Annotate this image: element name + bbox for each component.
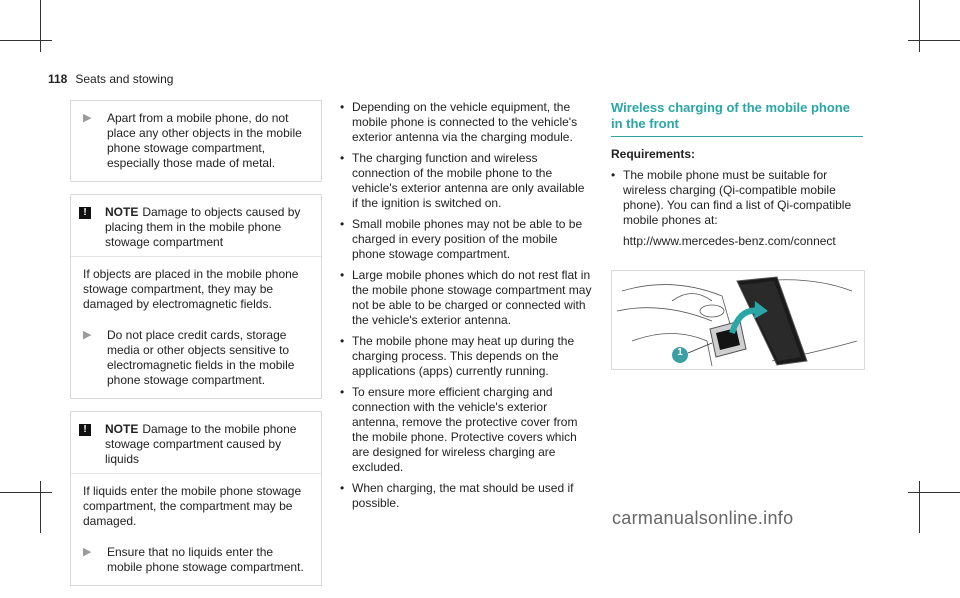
list-item: • Small mobile phones may not be able to be charged in every position of the mobile phone stowage compartment. — [340, 217, 592, 262]
note-heading: Damage to objects caused by placing them in the mobile phone stowage compartment — [105, 205, 301, 249]
middle-column — [340, 100, 592, 517]
step-text: Apart from a mobile phone, do not place any other objects in the mobile phone stowage compartment, especially those made of metal. — [107, 111, 302, 170]
step-box — [70, 100, 322, 182]
crop-mark — [40, 481, 41, 533]
note-title: NOTE — [105, 205, 139, 219]
note-step: Ensure that no liquids enter the mobile phone stowage compartment. — [107, 545, 304, 574]
list-item: • Depending on the vehicle equipment, the mobile phone is connected to the vehicle's exterior antenna via the charging module. — [340, 100, 592, 145]
note-box — [70, 194, 322, 399]
bullet-list — [340, 100, 592, 511]
list-item: • When charging, the mat should be used if possible. — [340, 481, 592, 511]
note-body: If liquids enter the mobile phone stowage compartment, the compartment may be damaged. — [83, 484, 302, 528]
crop-mark — [0, 492, 52, 493]
list-item: • The mobile phone must be suitable for wireless charging (Qi-compatible mobile phone). You can find a list of Qi-compatible mobile phones at: — [611, 168, 863, 228]
heading-rule — [611, 136, 863, 137]
illustration — [611, 270, 865, 370]
play-arrow-icon: ▶ — [83, 546, 92, 558]
list-item: • The mobile phone may heat up during the charging process. This depends on the applications (apps) currently running. — [340, 334, 592, 379]
charging-compartment-illustration — [612, 271, 864, 369]
requirements-list — [611, 168, 863, 228]
callout-badge-label: 1 — [677, 347, 683, 358]
play-arrow-icon: ▶ — [83, 329, 92, 341]
left-column — [70, 100, 322, 598]
watermark: carmanualsonline.info — [612, 508, 794, 528]
url-text: http://www.mercedes-benz.com/connect — [623, 234, 836, 248]
note-body: If objects are placed in the mobile phone stowage compartment, they may be damaged by electromagnetic fields. — [83, 267, 299, 311]
list-item: • The charging function and wireless connection of the mobile phone to the vehicle's exterior antenna are only available if the ignition is switched on. — [340, 151, 592, 211]
crop-mark — [919, 481, 920, 533]
crop-mark — [908, 492, 960, 493]
crop-mark — [919, 0, 920, 52]
note-box — [70, 411, 322, 586]
section-heading: Wireless charging of the mobile phone in the front — [611, 100, 850, 131]
right-column — [611, 100, 863, 249]
section-title: Seats and stowing — [75, 72, 174, 86]
page-number: 118 — [48, 72, 68, 86]
page-header — [48, 72, 173, 86]
crop-mark — [0, 40, 52, 41]
note-step: Do not place credit cards, storage media or other objects sensitive to electromagnetic fields in the mobile phone stowage compartment. — [107, 328, 295, 387]
warning-icon: ! — [79, 424, 91, 436]
requirements-label: Requirements: — [611, 147, 696, 161]
crop-mark — [40, 0, 41, 52]
crop-mark — [908, 40, 960, 41]
list-item: • To ensure more efficient charging and connection with the vehicle's exterior antenna, remove the protective cover from the mobile phone. Protective covers which are designed for wireless charging are excluded. — [340, 385, 592, 475]
list-item: • Large mobile phones which do not rest flat in the mobile phone stowage compartment may not be able to be charged or connected with the vehicle's exterior antenna. — [340, 268, 592, 328]
note-heading: Damage to the mobile phone stowage compartment caused by liquids — [105, 422, 297, 466]
warning-icon: ! — [79, 207, 91, 219]
note-title: NOTE — [105, 422, 139, 436]
play-arrow-icon: ▶ — [83, 112, 92, 124]
